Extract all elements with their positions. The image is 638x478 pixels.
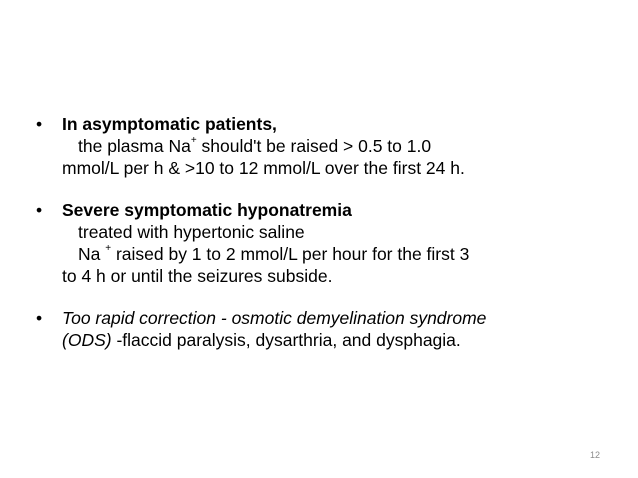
slide-body xyxy=(36,113,616,351)
bullet-severe xyxy=(36,199,616,287)
page-number: 12 xyxy=(590,450,601,460)
bullet-heading: Severe symptomatic hyponatremia xyxy=(62,200,352,220)
text-line xyxy=(62,135,616,157)
bullet-rapid-correction xyxy=(36,307,616,351)
text-line: to 4 h or until the seizures subside. xyxy=(62,266,333,286)
bullet-heading: In asymptomatic patients, xyxy=(62,114,277,134)
text-segment: Na xyxy=(78,244,106,264)
text-segment: -flaccid paralysis, dysarthria, and dysphagia. xyxy=(111,330,461,350)
text-segment: (ODS) xyxy=(62,330,112,350)
superscript: + xyxy=(105,243,112,255)
superscript: + xyxy=(190,135,197,147)
text-line: treated with hypertonic saline xyxy=(78,222,305,242)
text-line: mmol/L per h & >10 to 12 mmol/L over the first 24 h. xyxy=(62,158,465,178)
text-segment: raised by 1 to 2 mmol/L per hour for the first 3 xyxy=(111,244,470,264)
text-segment: should't be raised > 0.5 to 1.0 xyxy=(196,136,432,156)
text-line xyxy=(62,243,616,265)
text-line: Too rapid correction - osmotic demyelination syndrome xyxy=(62,308,487,328)
bullet-icon: • xyxy=(36,114,43,134)
bullet-icon: • xyxy=(36,308,43,328)
text-line xyxy=(62,329,616,351)
bullet-asymptomatic xyxy=(36,113,616,179)
bullet-icon: • xyxy=(36,200,43,220)
text-segment: the plasma Na xyxy=(78,136,191,156)
